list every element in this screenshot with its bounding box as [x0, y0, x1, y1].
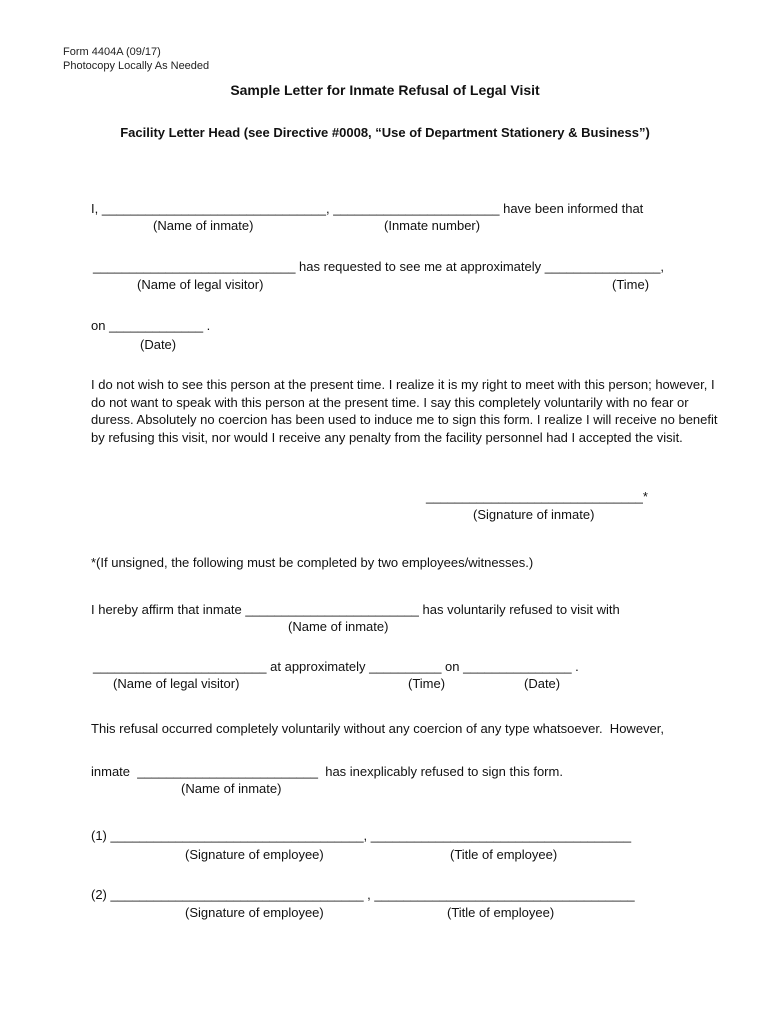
voluntary-refusal-line: This refusal occurred completely voluntarily without any coercion of any type whatsoever. However, — [91, 721, 664, 736]
label-affirm-inmate-name-2: (Name of inmate) — [181, 781, 282, 796]
refused-to-sign-line: inmate _________________________ has inexplicably refused to sign this form. — [91, 764, 563, 779]
label-name-of-inmate: (Name of inmate) — [153, 218, 254, 233]
refusal-statement: I do not wish to see this person at the present time. I realize it is my right to meet with this person; however, I do not want to speak with this person at the present time. I say this completely voluntarily with no fear or duress. Absolutely no coercion has been used to induce me to sign this form. I realize I will receive no benefit by refusing this visit, nor would I receive any penalty from the facility personnel had I accepted the visit. — [91, 377, 718, 445]
label-affirm-legal-visitor: (Name of legal visitor) — [113, 676, 240, 691]
label-legal-visitor: (Name of legal visitor) — [137, 277, 264, 292]
label-time: (Time) — [612, 277, 650, 292]
witness-2-line: (2) ___________________________________ , ____________________________________ — [91, 887, 635, 902]
inmate-signature-line: ______________________________* — [426, 489, 648, 504]
label-witness-2-title: (Title of employee) — [447, 905, 555, 920]
witness-1-line: (1) ___________________________________, ____________________________________ — [91, 828, 632, 843]
visitor-time-date-line: ________________________ at approximately __________ on _______________ . — [93, 659, 579, 674]
affirmation-line: I hereby affirm that inmate ________________________ has voluntarily refused to visit with — [91, 602, 620, 617]
label-date: (Date) — [140, 337, 177, 352]
label-affirm-date: (Date) — [524, 676, 561, 691]
label-witness-1-signature: (Signature of employee) — [185, 847, 324, 862]
date-line: on _____________ . — [91, 318, 211, 333]
legal-visitor-line: ____________________________ has requested to see me at approximately ________________, — [93, 259, 665, 274]
copy-note: Photocopy Locally As Needed — [63, 60, 210, 72]
label-inmate-number: (Inmate number) — [384, 218, 481, 233]
unsigned-note: *(If unsigned, the following must be completed by two employees/witnesses.) — [91, 555, 534, 570]
label-witness-2-signature: (Signature of employee) — [185, 905, 324, 920]
label-affirm-inmate-name: (Name of inmate) — [288, 619, 389, 634]
form-number: Form 4404A (09/17) — [63, 46, 161, 58]
label-signature-of-inmate: (Signature of inmate) — [473, 507, 595, 522]
letterhead-note: Facility Letter Head (see Directive #0008, “Use of Department Stationery & Business”) — [120, 125, 650, 140]
inmate-info-line: I, _______________________________, _______________________ have been informed that — [91, 201, 644, 216]
label-affirm-time: (Time) — [408, 676, 446, 691]
page-title: Sample Letter for Inmate Refusal of Legal Visit — [230, 82, 540, 98]
label-witness-1-title: (Title of employee) — [450, 847, 558, 862]
